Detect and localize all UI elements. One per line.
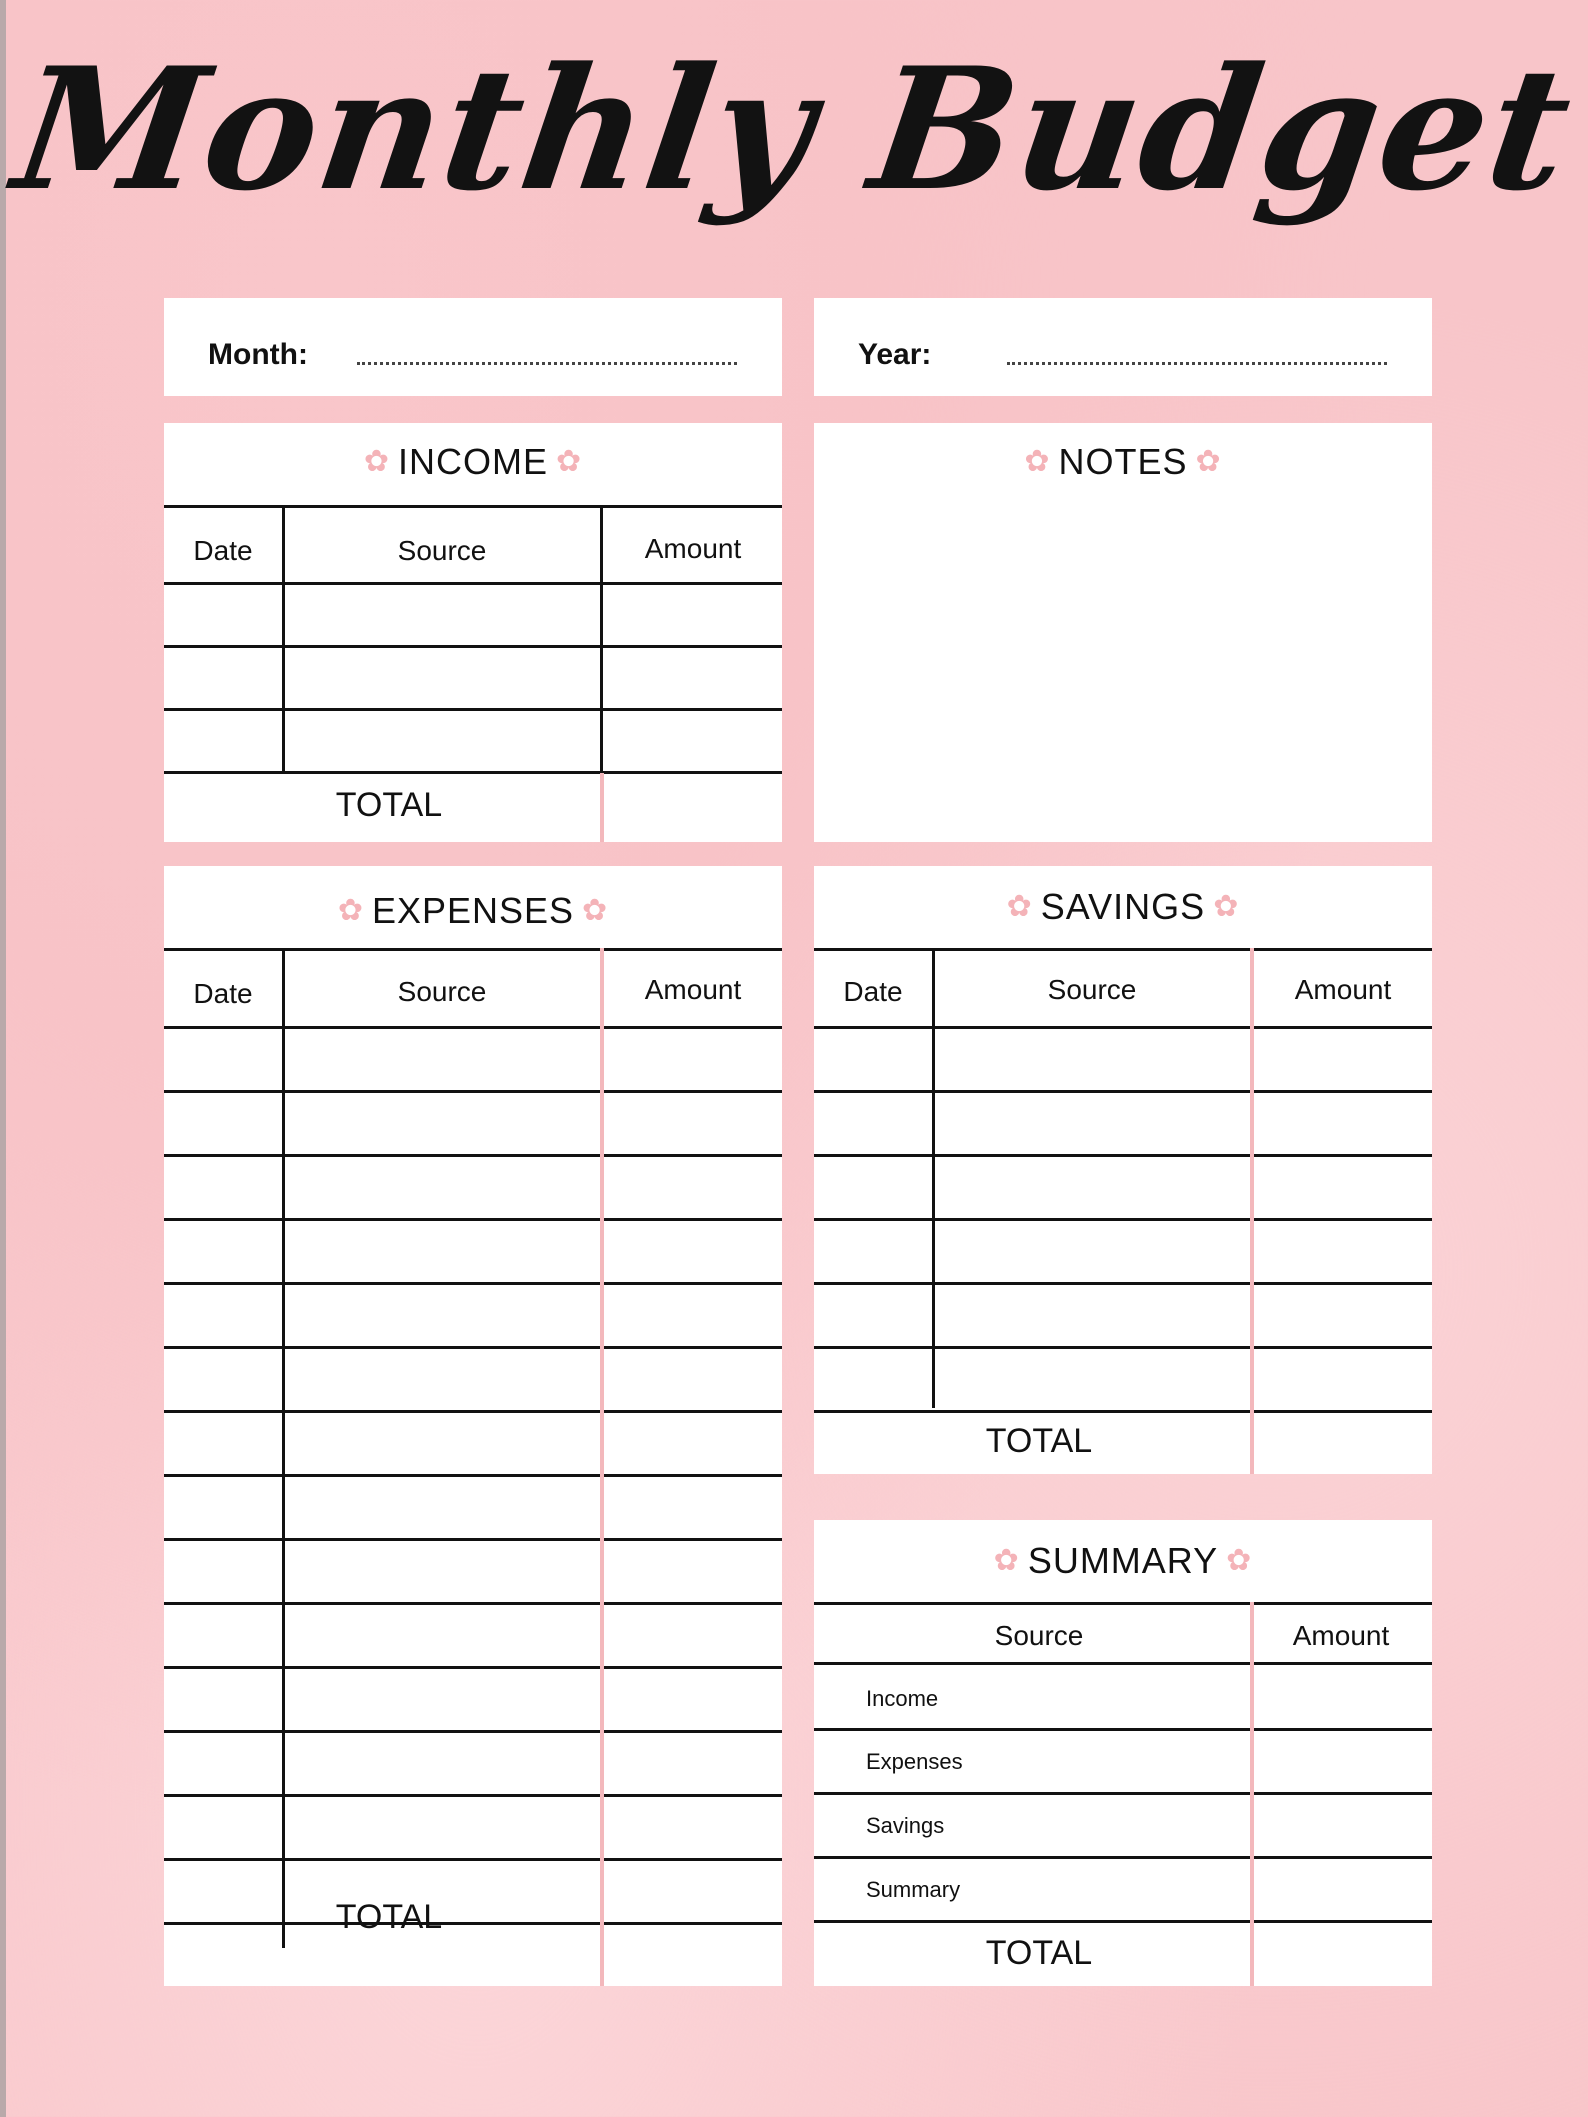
notes-area[interactable]: [834, 509, 1412, 824]
savings-section: [814, 866, 1432, 1474]
expenses-row[interactable]: [164, 1541, 782, 1602]
flower-icon: ✿: [556, 445, 583, 478]
income-col-amount: Amount: [644, 533, 742, 564]
summary-amount-income[interactable]: [1254, 1665, 1432, 1727]
savings-total-amount[interactable]: [1254, 1412, 1432, 1472]
notes-title: NOTES: [1058, 441, 1188, 482]
flower-icon: ✿: [582, 894, 609, 927]
savings-col-source: Source: [1047, 974, 1137, 1005]
notes-section: [814, 423, 1432, 842]
flower-icon: ✿: [993, 1544, 1020, 1577]
expenses-row[interactable]: [164, 1221, 782, 1282]
year-card: [814, 298, 1432, 396]
month-card: [164, 298, 782, 396]
summary-amount-summary[interactable]: [1254, 1859, 1432, 1919]
summary-title: SUMMARY: [1027, 1540, 1219, 1581]
col-divider: [600, 505, 603, 585]
savings-row[interactable]: [814, 1349, 1432, 1410]
year-input[interactable]: [1007, 362, 1387, 365]
income-total-label: TOTAL: [335, 786, 443, 824]
savings-row[interactable]: [814, 1221, 1432, 1282]
savings-title: SAVINGS: [1040, 886, 1206, 927]
income-row[interactable]: [164, 648, 782, 708]
flower-icon: ✿: [363, 445, 390, 478]
expenses-row[interactable]: [164, 1477, 782, 1538]
expenses-row[interactable]: [164, 1349, 782, 1410]
summary-row-income: Income: [866, 1686, 939, 1711]
expenses-row[interactable]: [164, 1733, 782, 1794]
flower-icon: ✿: [1226, 1544, 1253, 1577]
flower-icon: ✿: [1024, 445, 1051, 478]
rule: [814, 948, 1432, 951]
expenses-header: [164, 890, 782, 932]
summary-total-amount[interactable]: [1254, 1923, 1432, 1983]
col-divider: [282, 948, 285, 1948]
col-divider: [1250, 948, 1254, 1474]
savings-total-label: TOTAL: [985, 1422, 1093, 1460]
month-label: Month:: [208, 338, 308, 371]
income-row[interactable]: [164, 711, 782, 771]
expenses-row[interactable]: [164, 1157, 782, 1218]
savings-row[interactable]: [814, 1029, 1432, 1090]
rule: [164, 948, 782, 951]
savings-col-amount: Amount: [1294, 974, 1392, 1005]
expenses-total-amount[interactable]: [604, 1924, 782, 1984]
flower-icon: ✿: [1213, 890, 1240, 923]
summary-col-amount: Amount: [1292, 1620, 1390, 1651]
col-divider: [600, 948, 604, 1986]
income-title: INCOME: [398, 441, 548, 482]
notes-header: [814, 441, 1432, 483]
savings-header: [814, 886, 1432, 928]
expenses-row[interactable]: [164, 1797, 782, 1858]
expenses-col-amount: Amount: [644, 974, 742, 1005]
expenses-row[interactable]: [164, 1413, 782, 1474]
expenses-row[interactable]: [164, 1285, 782, 1346]
savings-row[interactable]: [814, 1157, 1432, 1218]
rule: [164, 505, 782, 508]
summary-row-savings: Savings: [866, 1813, 945, 1838]
summary-section: [814, 1520, 1432, 1986]
expenses-row[interactable]: [164, 1669, 782, 1730]
page-edge: [0, 0, 6, 2117]
income-row[interactable]: [164, 585, 782, 645]
income-header: [164, 441, 782, 483]
summary-col-source: Source: [994, 1620, 1084, 1651]
expenses-col-source: Source: [397, 976, 487, 1007]
savings-row[interactable]: [814, 1285, 1432, 1346]
expenses-row[interactable]: [164, 1029, 782, 1090]
summary-row-summary: Summary: [866, 1877, 961, 1902]
income-section: [164, 423, 782, 842]
summary-amount-expenses[interactable]: [1254, 1731, 1432, 1791]
expenses-title: EXPENSES: [371, 890, 575, 931]
flower-icon: ✿: [1195, 445, 1222, 478]
savings-col-date: Date: [843, 976, 903, 1007]
income-col-source: Source: [397, 535, 487, 566]
page-title: Monthly Budget: [4, 30, 1584, 228]
month-input[interactable]: [357, 362, 737, 365]
col-divider: [932, 948, 935, 1408]
flower-icon: ✿: [337, 894, 364, 927]
expenses-total-label: TOTAL: [335, 1898, 443, 1936]
expenses-section: [164, 866, 782, 1986]
savings-row[interactable]: [814, 1093, 1432, 1154]
expenses-row[interactable]: [164, 1093, 782, 1154]
expenses-row[interactable]: [164, 1605, 782, 1666]
summary-amount-savings[interactable]: [1254, 1795, 1432, 1855]
income-col-date: Date: [193, 535, 253, 566]
summary-row-expenses: Expenses: [866, 1749, 963, 1774]
summary-total-label: TOTAL: [985, 1934, 1093, 1972]
income-total-amount[interactable]: [604, 774, 782, 840]
year-label: Year:: [858, 338, 932, 371]
expenses-col-date: Date: [193, 978, 253, 1009]
rule: [814, 1602, 1432, 1605]
flower-icon: ✿: [1006, 890, 1033, 923]
summary-header: [814, 1540, 1432, 1582]
